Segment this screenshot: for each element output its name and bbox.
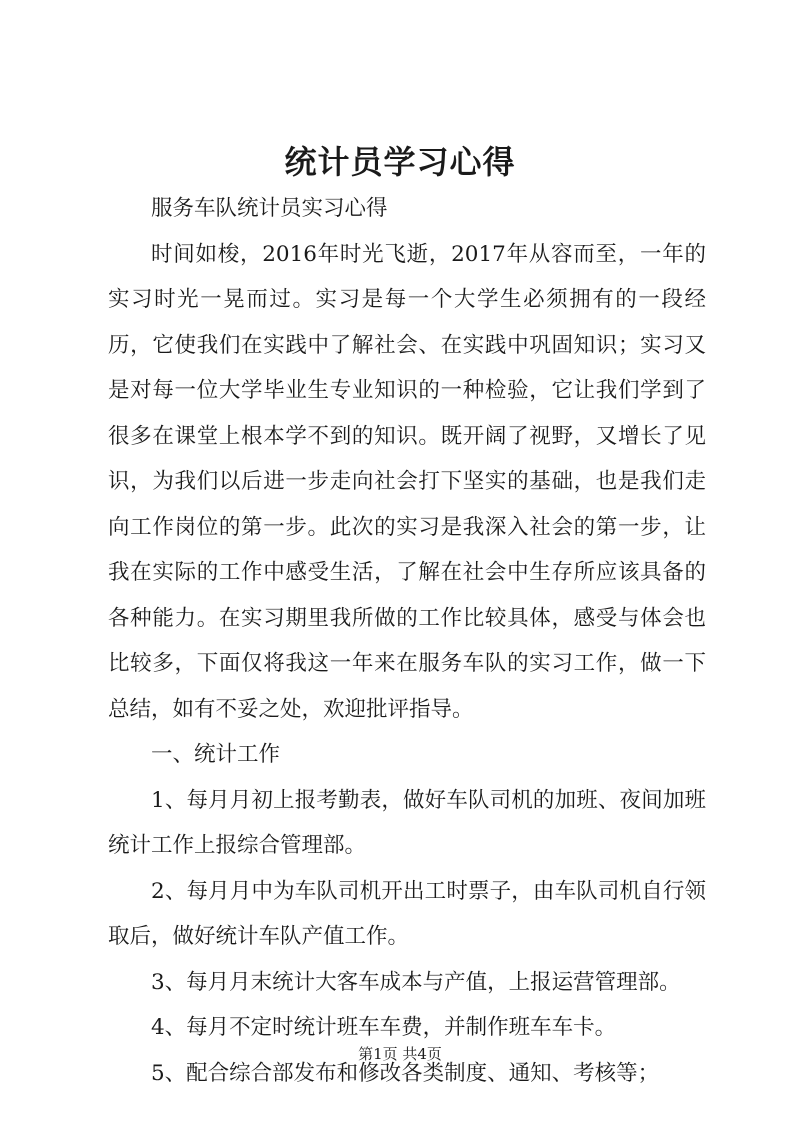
section-heading: 一、统计工作 (151, 742, 281, 767)
page-number-footer: 第1页 共4页 (358, 1045, 442, 1063)
list-item: 4、每月不定时统计班车车费，并制作班车车卡。 (151, 1015, 617, 1040)
list-item: 5、配合综合部发布和修改各类制度、通知、考核等； (151, 1060, 660, 1086)
list-item: 3、每月月末统计大客车成本与产值，上报运营管理部。 (151, 969, 681, 995)
subtitle-paragraph: 服务车队统计员实习心得 (151, 196, 388, 221)
list-item: 1、每月月初上报考勤表，做好车队司机的加班、夜间加班统计工作上报综合管理部。 (108, 787, 706, 858)
list-item: 2、每月月中为车队司机开出工时票子，由车队司机自行领取后，做好统计车队产值工作。 (108, 878, 706, 949)
document-body (108, 186, 706, 1096)
document-title: 统计员学习心得 (284, 143, 516, 181)
intro-paragraph: 时间如梭，2016年时光飞逝，2017年从容而至，一年的实习时光一晃而过。实习是每一个大学生必须拥有的一段经历，它使我们在实践中了解社会、在实践中巩固知识；实习又是对每一位大学毕业生专业知识的一种检验，它让我们学到了很多在课堂上根本学不到的知识。既开阔了视野，又增长了见识，为我们以后进一步走向社会打下坚实的基础，也是我们走向工作岗位的第一步。此次的实习是我深入社会的第一步，让我在实际的工作中感受生活，了解在社会中生存所应该具备的各种能力。在实习期里我所做的工作比较具体，感受与体会也比较多，下面仅将我这一年来在服务车队的实习工作，做一下总结，如有不妥之处，欢迎批评指导。 (108, 241, 706, 722)
